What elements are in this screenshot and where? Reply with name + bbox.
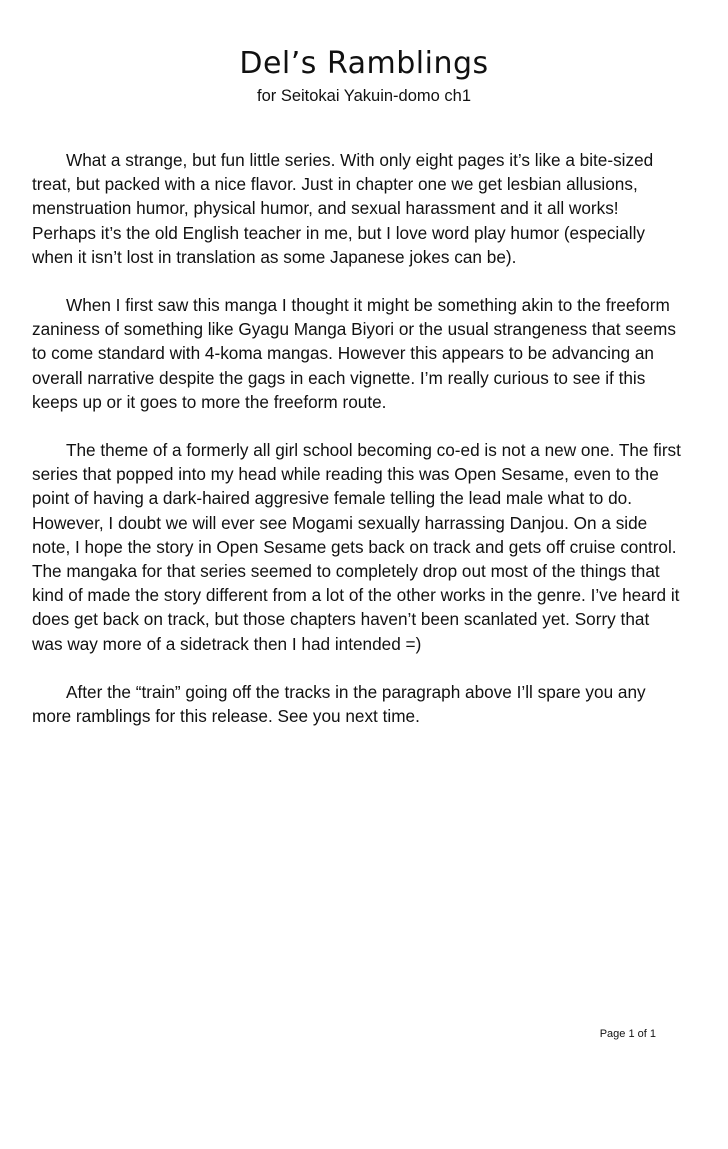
page-number: Page 1 of 1	[599, 1028, 656, 1040]
document-body	[32, 148, 682, 752]
paragraph-3: The theme of a formerly all girl school becoming co-ed is not a new one. The first series that popped into my head while reading this was Open Sesame, even to the point of having a dark-haired aggresive female telling the lead male what to do. However, I doubt we will ever see Mogami sexually harrassing Danjou. On a side note, I hope the story in Open Sesame gets back on track and gets off cruise control. The mangaka for that series seemed to completely drop out most of the things that kind of made the story different from a lot of the other works in the genre. I’ve heard it does get back on track, but those chapters haven’t been scanlated yet. Sorry that was way more of a sidetrack then I had intended =)	[32, 440, 681, 654]
document-subtitle: for Seitokai Yakuin-domo ch1	[256, 87, 471, 105]
paragraph-2: When I first saw this manga I thought it might be something akin to the freeform zaniness of something like Gyagu Manga Biyori or the usual strangeness that seems to come standard with 4-koma mangas. However this appears to be advancing an overall narrative despite the gags in each vignette. I’m really curious to see if this keeps up or it goes to more the freeform route.	[32, 295, 676, 412]
paragraph-4: After the “train” going off the tracks in the paragraph above I’ll spare you any more ramblings for this release. See you next time.	[32, 681, 646, 727]
paragraph-1: What a strange, but fun little series. With only eight pages it’s like a bite-sized treat, but packed with a nice flavor. Just in chapter one we get lesbian allusions, menstruation humor, physical humor, and sexual harassment and it all works! Perhaps it’s the old English teacher in me, but I love word play humor (especially when it isn’t lost in translation as some Japanese jokes can be).	[32, 150, 654, 267]
document-title: Del’s Ramblings	[239, 46, 489, 81]
